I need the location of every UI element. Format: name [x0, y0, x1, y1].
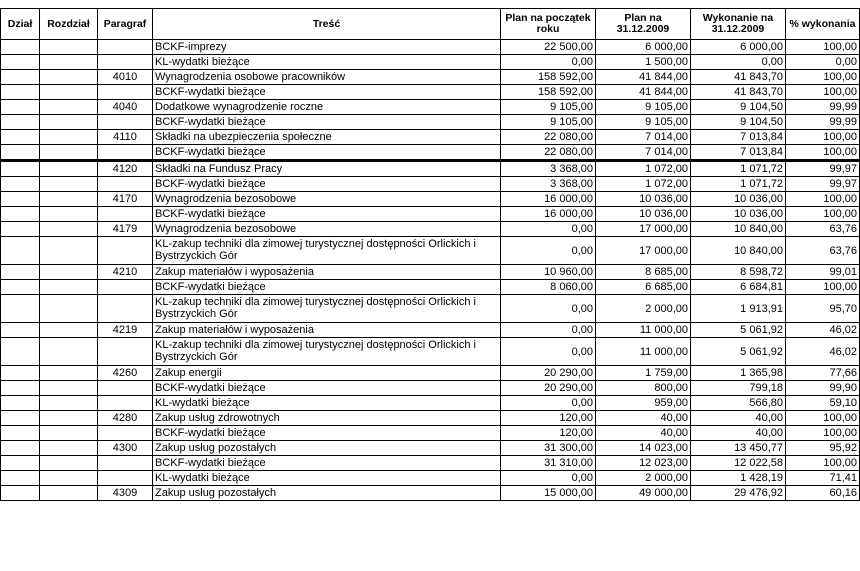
cell-tresc: KL-zakup techniki dla zimowej turystycznej dostępności Orlickich i Bystrzyckich Gór	[153, 295, 501, 323]
cell-dzial	[1, 265, 40, 280]
cell-percent: 99,90	[786, 381, 860, 396]
cell-percent: 60,16	[786, 486, 860, 501]
table-row	[1, 237, 860, 265]
cell-rozdzial	[40, 426, 98, 441]
cell-percent: 95,92	[786, 441, 860, 456]
table-row	[1, 280, 860, 295]
cell-execution: 13 450,77	[691, 441, 786, 456]
cell-plan-start: 9 105,00	[501, 115, 596, 130]
cell-percent: 59,10	[786, 396, 860, 411]
cell-dzial	[1, 471, 40, 486]
cell-plan-start: 22 500,00	[501, 40, 596, 55]
cell-plan-end: 7 014,00	[596, 130, 691, 145]
table-row	[1, 411, 860, 426]
cell-tresc: BCKF-wydatki bieżące	[153, 456, 501, 471]
cell-percent: 100,00	[786, 130, 860, 145]
cell-percent: 100,00	[786, 456, 860, 471]
table-body	[1, 40, 860, 501]
cell-plan-end: 2 000,00	[596, 295, 691, 323]
cell-plan-start: 0,00	[501, 222, 596, 237]
cell-rozdzial	[40, 237, 98, 265]
table-row	[1, 161, 860, 177]
cell-plan-start: 0,00	[501, 338, 596, 366]
cell-execution: 12 022,58	[691, 456, 786, 471]
cell-execution: 799,18	[691, 381, 786, 396]
cell-tresc: KL-wydatki bieżące	[153, 55, 501, 70]
cell-paragraf	[98, 207, 153, 222]
table-row	[1, 265, 860, 280]
table-row	[1, 295, 860, 323]
cell-percent: 77,66	[786, 366, 860, 381]
cell-plan-end: 17 000,00	[596, 237, 691, 265]
cell-plan-end: 1 500,00	[596, 55, 691, 70]
header-percent: % wykonania	[786, 9, 860, 40]
cell-paragraf	[98, 280, 153, 295]
cell-percent: 99,99	[786, 100, 860, 115]
cell-tresc: Zakup usług pozostałych	[153, 486, 501, 501]
table-row	[1, 471, 860, 486]
cell-percent: 100,00	[786, 426, 860, 441]
cell-percent: 99,97	[786, 161, 860, 177]
cell-paragraf	[98, 55, 153, 70]
budget-table	[0, 8, 860, 501]
cell-plan-end: 1 759,00	[596, 366, 691, 381]
cell-paragraf	[98, 295, 153, 323]
cell-plan-start: 0,00	[501, 323, 596, 338]
cell-plan-end: 9 105,00	[596, 100, 691, 115]
cell-plan-end: 8 685,00	[596, 265, 691, 280]
cell-plan-start: 0,00	[501, 55, 596, 70]
cell-plan-start: 15 000,00	[501, 486, 596, 501]
cell-tresc: Zakup usług zdrowotnych	[153, 411, 501, 426]
table-row	[1, 396, 860, 411]
cell-rozdzial	[40, 338, 98, 366]
cell-plan-end: 41 844,00	[596, 70, 691, 85]
table-row	[1, 115, 860, 130]
cell-dzial	[1, 100, 40, 115]
cell-percent: 63,76	[786, 237, 860, 265]
cell-plan-end: 1 072,00	[596, 161, 691, 177]
cell-tresc: BCKF-wydatki bieżące	[153, 426, 501, 441]
cell-paragraf	[98, 381, 153, 396]
cell-percent: 100,00	[786, 192, 860, 207]
cell-tresc: BCKF-imprezy	[153, 40, 501, 55]
cell-rozdzial	[40, 130, 98, 145]
cell-dzial	[1, 161, 40, 177]
cell-plan-start: 22 080,00	[501, 130, 596, 145]
cell-plan-start: 158 592,00	[501, 85, 596, 100]
cell-rozdzial	[40, 177, 98, 192]
cell-tresc: KL-zakup techniki dla zimowej turystycznej dostępności Orlickich i Bystrzyckich Gór	[153, 237, 501, 265]
cell-plan-end: 959,00	[596, 396, 691, 411]
cell-tresc: Wynagrodzenia bezosobowe	[153, 222, 501, 237]
cell-plan-end: 10 036,00	[596, 192, 691, 207]
cell-dzial	[1, 237, 40, 265]
cell-percent: 100,00	[786, 85, 860, 100]
cell-dzial	[1, 323, 40, 338]
cell-dzial	[1, 338, 40, 366]
cell-percent: 0,00	[786, 55, 860, 70]
cell-paragraf: 4300	[98, 441, 153, 456]
cell-dzial	[1, 145, 40, 161]
cell-tresc: KL-zakup techniki dla zimowej turystycznej dostępności Orlickich i Bystrzyckich Gór	[153, 338, 501, 366]
cell-execution: 1 365,98	[691, 366, 786, 381]
cell-tresc: Zakup energii	[153, 366, 501, 381]
cell-rozdzial	[40, 280, 98, 295]
cell-rozdzial	[40, 100, 98, 115]
cell-plan-end: 10 036,00	[596, 207, 691, 222]
cell-plan-end: 14 023,00	[596, 441, 691, 456]
cell-tresc: Dodatkowe wynagrodzenie roczne	[153, 100, 501, 115]
table-row	[1, 426, 860, 441]
table-row	[1, 70, 860, 85]
cell-plan-start: 3 368,00	[501, 161, 596, 177]
cell-rozdzial	[40, 115, 98, 130]
cell-execution: 41 843,70	[691, 85, 786, 100]
cell-dzial	[1, 295, 40, 323]
cell-dzial	[1, 192, 40, 207]
cell-tresc: Składki na Fundusz Pracy	[153, 161, 501, 177]
cell-dzial	[1, 55, 40, 70]
cell-paragraf: 4309	[98, 486, 153, 501]
cell-paragraf: 4260	[98, 366, 153, 381]
cell-execution: 6 000,00	[691, 40, 786, 55]
cell-execution: 1 913,91	[691, 295, 786, 323]
cell-rozdzial	[40, 55, 98, 70]
cell-paragraf: 4210	[98, 265, 153, 280]
header-tresc: Treść	[153, 9, 501, 40]
cell-tresc: BCKF-wydatki bieżące	[153, 85, 501, 100]
cell-execution: 0,00	[691, 55, 786, 70]
cell-plan-start: 120,00	[501, 411, 596, 426]
table-row	[1, 100, 860, 115]
cell-paragraf	[98, 396, 153, 411]
cell-execution: 8 598,72	[691, 265, 786, 280]
table-row	[1, 192, 860, 207]
table-row	[1, 486, 860, 501]
cell-plan-start: 20 290,00	[501, 381, 596, 396]
header-row	[1, 9, 860, 40]
cell-execution: 10 036,00	[691, 207, 786, 222]
cell-dzial	[1, 396, 40, 411]
cell-paragraf	[98, 85, 153, 100]
cell-plan-start: 0,00	[501, 237, 596, 265]
cell-dzial	[1, 115, 40, 130]
cell-percent: 100,00	[786, 411, 860, 426]
cell-percent: 63,76	[786, 222, 860, 237]
cell-plan-end: 6 000,00	[596, 40, 691, 55]
cell-tresc: Zakup materiałów i wyposażenia	[153, 265, 501, 280]
cell-rozdzial	[40, 222, 98, 237]
cell-rozdzial	[40, 192, 98, 207]
cell-percent: 99,99	[786, 115, 860, 130]
cell-paragraf	[98, 456, 153, 471]
cell-percent: 95,70	[786, 295, 860, 323]
cell-paragraf: 4219	[98, 323, 153, 338]
cell-dzial	[1, 441, 40, 456]
cell-rozdzial	[40, 441, 98, 456]
table-row	[1, 55, 860, 70]
cell-dzial	[1, 426, 40, 441]
cell-execution: 7 013,84	[691, 130, 786, 145]
cell-dzial	[1, 207, 40, 222]
cell-paragraf	[98, 471, 153, 486]
cell-percent: 46,02	[786, 338, 860, 366]
cell-rozdzial	[40, 70, 98, 85]
cell-paragraf	[98, 426, 153, 441]
cell-dzial	[1, 85, 40, 100]
cell-execution: 7 013,84	[691, 145, 786, 161]
table-row	[1, 177, 860, 192]
cell-plan-start: 9 105,00	[501, 100, 596, 115]
cell-plan-start: 16 000,00	[501, 192, 596, 207]
table-row	[1, 456, 860, 471]
cell-rozdzial	[40, 207, 98, 222]
cell-plan-start: 22 080,00	[501, 145, 596, 161]
cell-plan-start: 10 960,00	[501, 265, 596, 280]
cell-paragraf: 4120	[98, 161, 153, 177]
cell-dzial	[1, 381, 40, 396]
cell-plan-end: 41 844,00	[596, 85, 691, 100]
cell-plan-end: 1 072,00	[596, 177, 691, 192]
cell-plan-end: 40,00	[596, 426, 691, 441]
cell-percent: 100,00	[786, 207, 860, 222]
cell-execution: 40,00	[691, 411, 786, 426]
cell-execution: 5 061,92	[691, 338, 786, 366]
cell-plan-end: 17 000,00	[596, 222, 691, 237]
cell-plan-end: 11 000,00	[596, 323, 691, 338]
cell-percent: 100,00	[786, 70, 860, 85]
cell-plan-end: 9 105,00	[596, 115, 691, 130]
cell-plan-end: 2 000,00	[596, 471, 691, 486]
header-rozdzial: Rozdział	[40, 9, 98, 40]
cell-percent: 100,00	[786, 280, 860, 295]
cell-plan-end: 6 685,00	[596, 280, 691, 295]
cell-dzial	[1, 40, 40, 55]
cell-plan-end: 7 014,00	[596, 145, 691, 161]
cell-plan-end: 12 023,00	[596, 456, 691, 471]
cell-rozdzial	[40, 471, 98, 486]
cell-tresc: BCKF-wydatki bieżące	[153, 145, 501, 161]
cell-plan-start: 3 368,00	[501, 177, 596, 192]
cell-tresc: BCKF-wydatki bieżące	[153, 115, 501, 130]
table-row	[1, 366, 860, 381]
cell-rozdzial	[40, 456, 98, 471]
cell-plan-start: 20 290,00	[501, 366, 596, 381]
cell-rozdzial	[40, 161, 98, 177]
cell-tresc: BCKF-wydatki bieżące	[153, 280, 501, 295]
cell-plan-start: 0,00	[501, 396, 596, 411]
table-row	[1, 323, 860, 338]
cell-paragraf	[98, 40, 153, 55]
cell-paragraf	[98, 237, 153, 265]
cell-paragraf	[98, 145, 153, 161]
table-row	[1, 130, 860, 145]
cell-dzial	[1, 280, 40, 295]
cell-rozdzial	[40, 396, 98, 411]
cell-plan-end: 49 000,00	[596, 486, 691, 501]
cell-tresc: BCKF-wydatki bieżące	[153, 381, 501, 396]
cell-rozdzial	[40, 145, 98, 161]
cell-plan-end: 40,00	[596, 411, 691, 426]
cell-rozdzial	[40, 411, 98, 426]
cell-execution: 10 840,00	[691, 222, 786, 237]
cell-dzial	[1, 130, 40, 145]
table-row	[1, 40, 860, 55]
cell-tresc: KL-wydatki bieżące	[153, 396, 501, 411]
cell-execution: 6 684,81	[691, 280, 786, 295]
cell-paragraf	[98, 338, 153, 366]
cell-tresc: KL-wydatki bieżące	[153, 471, 501, 486]
cell-paragraf: 4170	[98, 192, 153, 207]
cell-rozdzial	[40, 85, 98, 100]
cell-rozdzial	[40, 265, 98, 280]
cell-dzial	[1, 177, 40, 192]
cell-execution: 41 843,70	[691, 70, 786, 85]
header-paragraf: Paragraf	[98, 9, 153, 40]
cell-paragraf	[98, 177, 153, 192]
cell-dzial	[1, 411, 40, 426]
cell-paragraf: 4040	[98, 100, 153, 115]
cell-execution: 40,00	[691, 426, 786, 441]
table-row	[1, 222, 860, 237]
cell-plan-start: 0,00	[501, 295, 596, 323]
cell-plan-end: 11 000,00	[596, 338, 691, 366]
cell-paragraf: 4280	[98, 411, 153, 426]
cell-plan-start: 31 300,00	[501, 441, 596, 456]
cell-rozdzial	[40, 40, 98, 55]
cell-rozdzial	[40, 381, 98, 396]
cell-tresc: Zakup materiałów i wyposażenia	[153, 323, 501, 338]
cell-dzial	[1, 222, 40, 237]
cell-percent: 99,97	[786, 177, 860, 192]
cell-plan-start: 8 060,00	[501, 280, 596, 295]
cell-tresc: Zakup usług pozostałych	[153, 441, 501, 456]
cell-execution: 29 476,92	[691, 486, 786, 501]
cell-tresc: Wynagrodzenia bezosobowe	[153, 192, 501, 207]
cell-paragraf: 4110	[98, 130, 153, 145]
header-plan-end: Plan na 31.12.2009	[596, 9, 691, 40]
cell-rozdzial	[40, 295, 98, 323]
cell-percent: 99,01	[786, 265, 860, 280]
table-row	[1, 441, 860, 456]
cell-tresc: Składki na ubezpieczenia społeczne	[153, 130, 501, 145]
cell-tresc: Wynagrodzenia osobowe pracowników	[153, 70, 501, 85]
cell-plan-start: 31 310,00	[501, 456, 596, 471]
table-row	[1, 85, 860, 100]
cell-dzial	[1, 366, 40, 381]
cell-paragraf: 4179	[98, 222, 153, 237]
cell-execution: 1 428,19	[691, 471, 786, 486]
cell-tresc: BCKF-wydatki bieżące	[153, 177, 501, 192]
cell-execution: 9 104,50	[691, 115, 786, 130]
cell-percent: 100,00	[786, 145, 860, 161]
cell-rozdzial	[40, 486, 98, 501]
cell-paragraf	[98, 115, 153, 130]
table-row	[1, 207, 860, 222]
table-row	[1, 145, 860, 161]
cell-plan-start: 120,00	[501, 426, 596, 441]
cell-execution: 9 104,50	[691, 100, 786, 115]
cell-rozdzial	[40, 323, 98, 338]
cell-dzial	[1, 486, 40, 501]
header-dzial: Dział	[1, 9, 40, 40]
cell-percent: 46,02	[786, 323, 860, 338]
cell-plan-start: 0,00	[501, 471, 596, 486]
cell-tresc: BCKF-wydatki bieżące	[153, 207, 501, 222]
cell-execution: 5 061,92	[691, 323, 786, 338]
cell-execution: 10 036,00	[691, 192, 786, 207]
table-row	[1, 381, 860, 396]
table-row	[1, 338, 860, 366]
cell-plan-start: 16 000,00	[501, 207, 596, 222]
cell-execution: 1 071,72	[691, 177, 786, 192]
cell-percent: 100,00	[786, 40, 860, 55]
cell-execution: 10 840,00	[691, 237, 786, 265]
cell-rozdzial	[40, 366, 98, 381]
cell-plan-end: 800,00	[596, 381, 691, 396]
cell-percent: 71,41	[786, 471, 860, 486]
cell-dzial	[1, 456, 40, 471]
header-execution: Wykonanie na 31.12.2009	[691, 9, 786, 40]
cell-execution: 1 071,72	[691, 161, 786, 177]
cell-execution: 566,80	[691, 396, 786, 411]
cell-paragraf: 4010	[98, 70, 153, 85]
cell-plan-start: 158 592,00	[501, 70, 596, 85]
header-plan-start: Plan na początek roku	[501, 9, 596, 40]
cell-dzial	[1, 70, 40, 85]
